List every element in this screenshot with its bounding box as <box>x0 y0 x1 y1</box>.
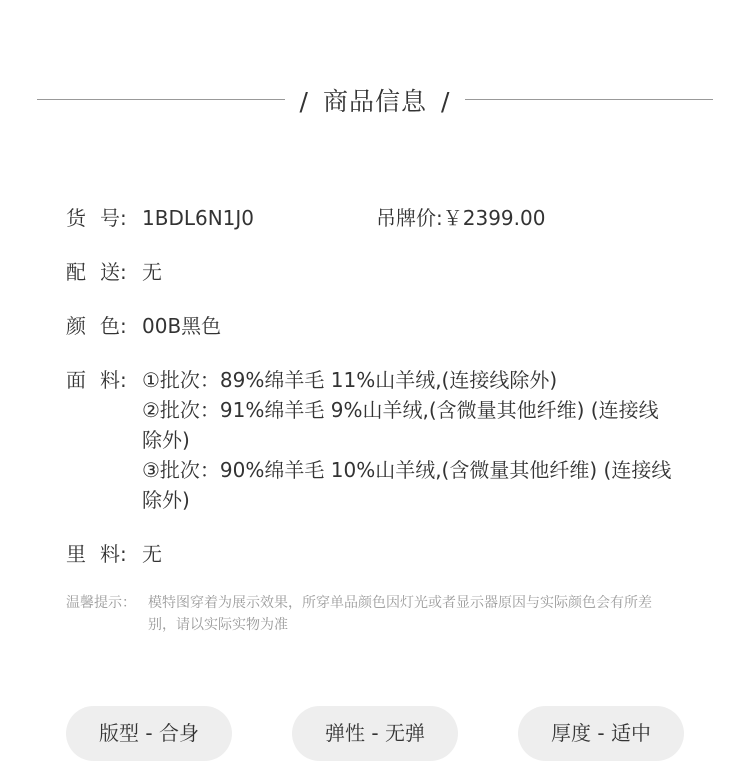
delivery-row <box>66 257 162 287</box>
delivery-value: 无 <box>142 260 162 284</box>
fabric-batch-1: ①批次：89%绵羊毛 11%山羊绒,(连接线除外) <box>142 368 558 392</box>
attribute-fit: 版型 - 合身 <box>66 706 232 761</box>
section-title <box>285 82 465 118</box>
tag-price-label: 吊牌价: <box>376 206 443 230</box>
fabric-batch-3: ③批次：90%绵羊毛 10%山羊绒,(含微量其他纤维) (连接线除外) <box>142 458 672 512</box>
lining-label: 里 料: <box>66 542 127 566</box>
attribute-thickness: 厚度 - 适中 <box>518 706 684 761</box>
title-slash-left: / <box>299 87 309 116</box>
fabric-batch-2: ②批次：91%绵羊毛 9%山羊绒,(含微量其他纤维) (连接线除外) <box>142 398 659 452</box>
fabric-label: 面 料: <box>66 368 127 392</box>
tag-price-value: ￥2399.00 <box>442 206 546 230</box>
fabric-composition <box>142 365 672 515</box>
header-divider-left <box>37 99 285 100</box>
tag-price <box>376 203 545 233</box>
title-slash-right: / <box>441 87 451 116</box>
color-row <box>66 311 221 341</box>
color-value: 00B黑色 <box>142 314 222 338</box>
item-number-value: 1BDL6N1J0 <box>142 206 255 230</box>
header-divider-right <box>465 99 713 100</box>
delivery-label: 配 送: <box>66 260 127 284</box>
section-title-text: 商品信息 <box>322 87 427 116</box>
color-label: 颜 色: <box>66 314 127 338</box>
lining-value: 无 <box>142 542 162 566</box>
item-number-row <box>66 203 686 233</box>
section-header <box>0 78 750 122</box>
tip-text: 模特图穿着为展示效果，所穿单品颜色因灯光或者显示器原因与实际颜色会有所差别，请以实际实物为准 <box>148 595 652 633</box>
fabric-row <box>66 365 686 515</box>
item-number-label: 货 号: <box>66 206 127 230</box>
attribute-elasticity: 弹性 - 无弹 <box>292 706 458 761</box>
tip-label: 温馨提示： <box>66 595 136 611</box>
lining-row <box>66 539 162 569</box>
